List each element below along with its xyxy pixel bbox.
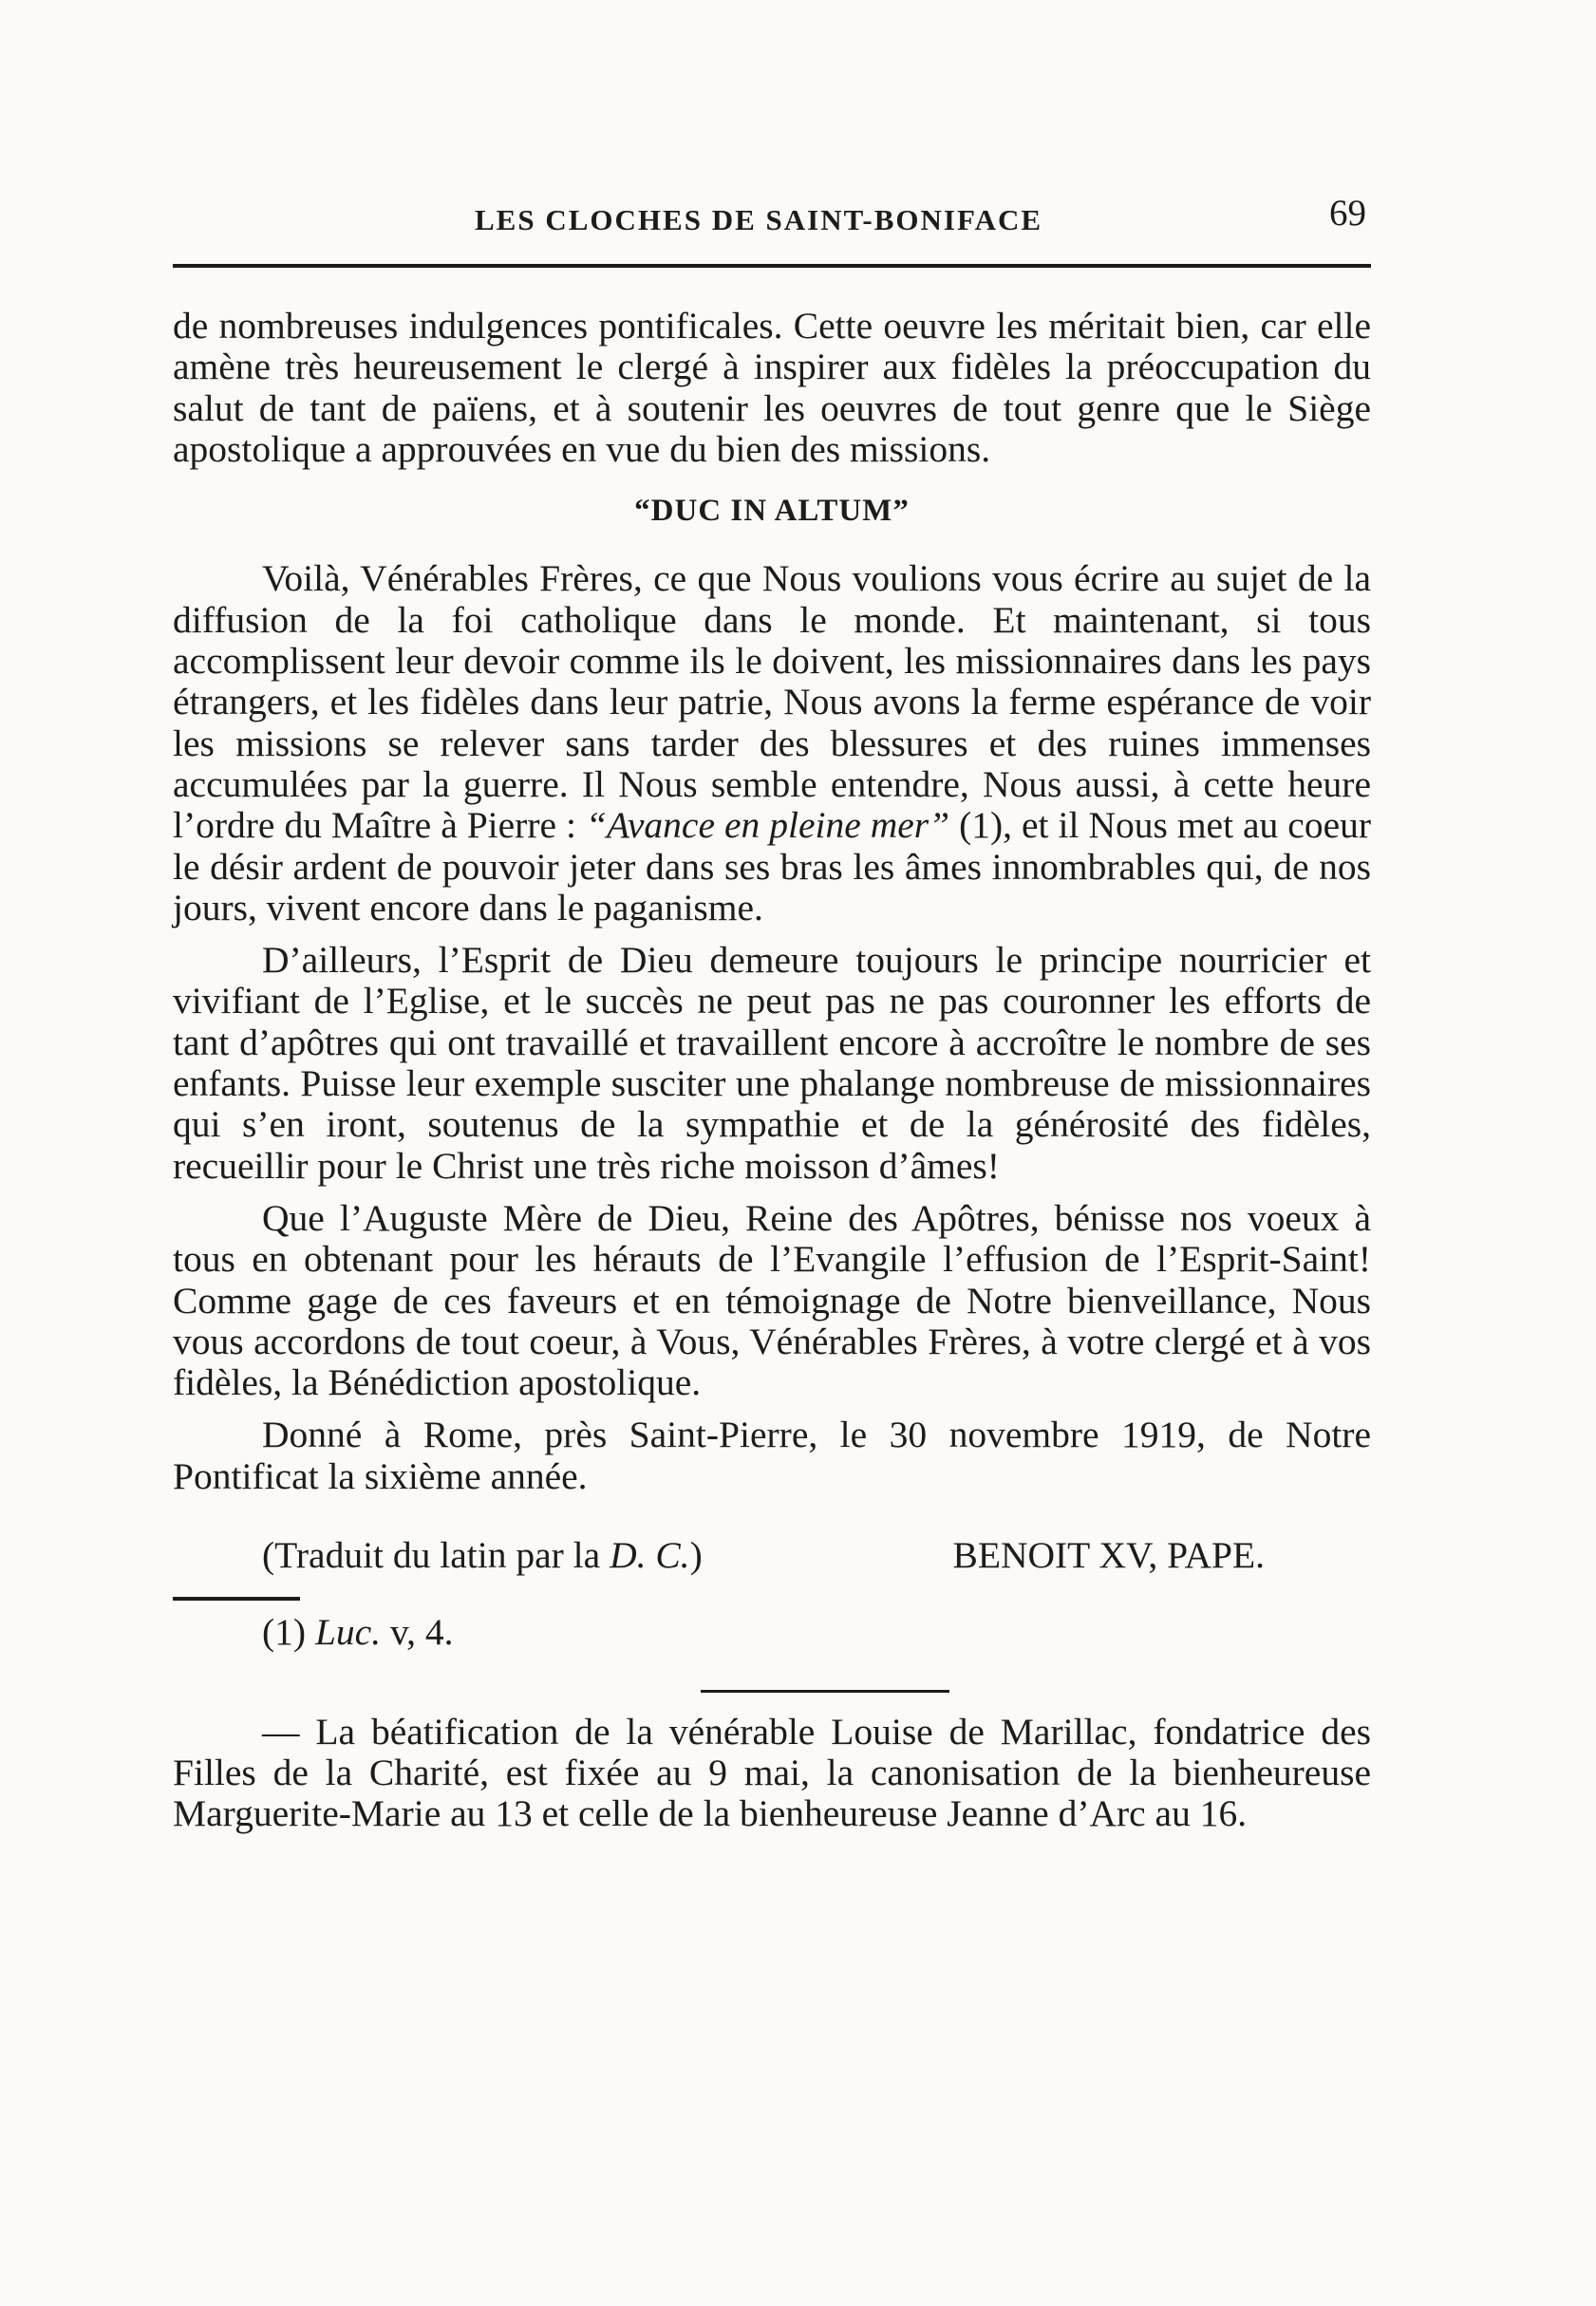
section-divider [701, 1690, 949, 1693]
translation-note-text: (Traduit du latin par la [262, 1534, 601, 1577]
news-paragraph: — La béatification de la vénérable Louise de Marillac, fondatrice des Filles de la Charité, est fixée au 9 mai, la canonisation de la bienheureuse Marguerite-Marie au 13 et celle de la bienheureuse Jeanne d’Arc au 16. [173, 1710, 1371, 1835]
paragraph-duc-in-altum [173, 558, 1371, 928]
translation-source: D. C. [610, 1534, 690, 1577]
paragraph-esprit: D’ailleurs, l’Esprit de Dieu demeure toujours le principe nourricier et vivifiant de l’Eglise, et le succès ne peut pas ne pas couronner les efforts de tant d’apôtres qui ont travaillé et travaillent encore à accroître le nombre de ses enfants. Puisse leur exemple susciter une phalange nombreuse de missionnaires qui s’en iront, soutenus de la sympathie et de la générosité des fidèles, recueillir pour le Christ une très riche moisson d’âmes! [173, 939, 1371, 1187]
running-header-title: LES CLOCHES DE SAINT-BONIFACE [475, 203, 1043, 236]
footnote-reference-rest: v, 4. [389, 1611, 454, 1654]
paragraph-benediction: Que l’Auguste Mère de Dieu, Reine des Apôtres, bénisse nos voeux à tous en obtenant pour les hérauts de l’Evangile l’effusion de l’Esprit-Saint! Comme gage de ces faveurs et en témoignage de Notre bienveillance, Nous vous accordons de tout coeur, à Vous, Vénérables Frères, à votre clergé et à vos fidèles, la Bénédiction apostolique. [173, 1196, 1371, 1404]
quotation: “Avance en pleine mer” [585, 804, 950, 847]
footnote [173, 1612, 1371, 1653]
translation-note-close: ) [689, 1534, 703, 1577]
section-heading: “DUC IN ALTUM” [634, 494, 910, 529]
signature: BENOIT XV, PAPE. [952, 1534, 1265, 1577]
paragraph-text: (1), et il Nous met au coeur le désir ardent de pouvoir jeter dans ses bras les âmes innombrables qui, de nos jours, vivent encore dans le paganisme. [173, 804, 1372, 928]
page-number: 69 [1329, 193, 1366, 234]
body-text [173, 306, 1371, 1835]
signature-line [173, 1535, 1371, 1576]
paragraph-continued: de nombreuses indulgences pontificales. Cette oeuvre les méritait bien, car elle amène très heureusement le clergé à inspirer aux fidèles la préoccupation du salut de tant de païens, et à soutenir les oeuvres de tout genre que le Siège apostolique a approuvées en vue du bien des missions. [173, 305, 1371, 470]
translation-note [262, 1535, 703, 1576]
paragraph-text: Voilà, Vénérables Frères, ce que Nous voulions vous écrire au sujet de la diffusion de la foi catholique dans le monde. Et maintenant, si tous accomplissent leur devoir comme ils le doivent, les missionnaires dans les pays étrangers, et les fidèles dans leur patrie, Nous avons la ferme espérance de voir les missions se relever sans tarder des blessures et des ruines immenses accumulées par la guerre. Il Nous semble entendre, Nous aussi, à cette heure l’ordre du Maître à Pierre : [173, 557, 1371, 847]
footnote-reference: Luc. [314, 1611, 382, 1654]
footnote-marker: (1) [262, 1611, 307, 1654]
paragraph-date: Donné à Rome, près Saint-Pierre, le 30 novembre 1919, de Notre Pontificat la sixième année. [173, 1414, 1371, 1497]
footnote-divider [173, 1597, 300, 1601]
header-divider [173, 264, 1371, 268]
